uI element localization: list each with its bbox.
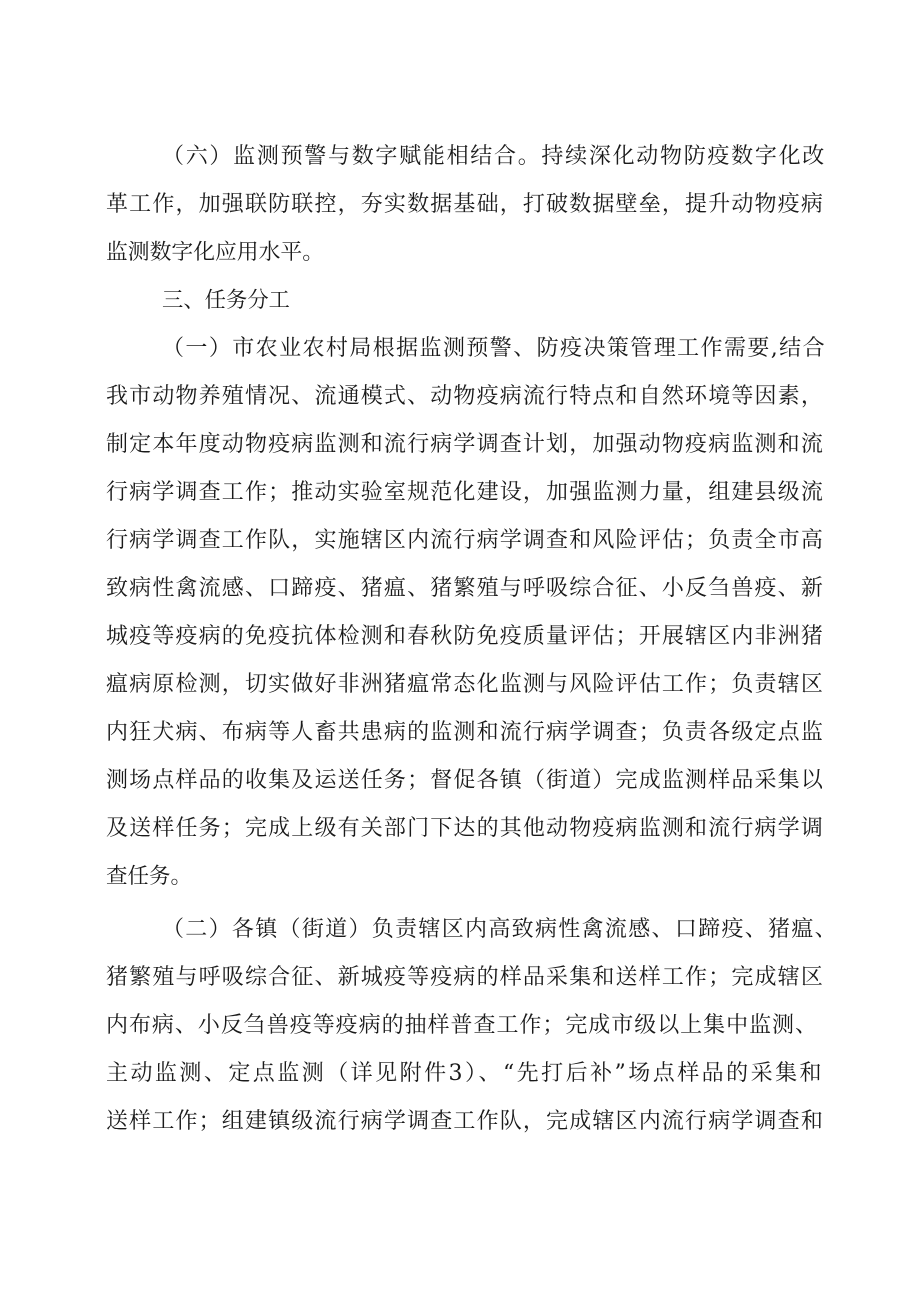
line-text: 制定本年度动物疫病监测和流行病学调查计划，加强动物疫病监测和流 (106, 432, 824, 457)
text-line (0, 910, 920, 950)
text-line (0, 521, 920, 561)
text-line (0, 137, 920, 177)
line-text: 内狂犬病、布病等人畜共患病的监测和流行病学调查；负责各级定点监 (106, 720, 824, 745)
text-line (0, 809, 920, 849)
text-line (0, 473, 920, 513)
line-text: 测场点样品的收集及运送任务；督促各镇（街道）完成监测样品采集以 (106, 768, 824, 793)
line-text: 行病学调查工作队，实施辖区内流行病学调查和风险评估；负责全市高 (106, 528, 824, 553)
text-line (0, 857, 920, 897)
line-text: 城疫等疫病的免疫抗体检测和春秋防免疫质量评估；开展辖区内非洲猪 (106, 624, 824, 649)
line-text: 行病学调查工作；推动实验室规范化建设，加强监测力量，组建县级流 (106, 480, 824, 505)
line-text: 猪繁殖与呼吸综合征、新城疫等疫病的样品采集和送样工作；完成辖区 (106, 965, 824, 990)
line-text: （六）监测预警与数字赋能相结合。持续深化动物防疫数字化改 (162, 144, 826, 169)
text-line (0, 569, 920, 609)
text-line (0, 761, 920, 801)
line-text: （二）各镇（街道）负责辖区内高致病性禽流感、口蹄疫、猪瘟、 (162, 917, 838, 942)
text-line (0, 329, 920, 369)
line-text: 内布病、小反刍兽疫等疫病的抽样普查工作；完成市级以上集中监测、 (106, 1013, 818, 1038)
section-heading (0, 281, 920, 321)
text-line (0, 185, 920, 225)
line-text: 及送样任务；完成上级有关部门下达的其他动物疫病监测和流行病学调 (106, 816, 824, 841)
line-text: 瘟病原检测，切实做好非洲猪瘟常态化监测与风险评估工作；负责辖区 (106, 672, 824, 697)
line-text: 我市动物养殖情况、流通模式、动物疫病流行特点和自然环境等因素， (106, 384, 824, 409)
line-text: 主动监测、定点监测（详见附件3）、“先打后补”场点样品的采集和 (106, 1061, 825, 1086)
text-line (0, 617, 920, 657)
line-text: 查任务。 (106, 864, 193, 889)
text-line (0, 377, 920, 417)
line-text: 三、任务分工 (162, 288, 290, 313)
line-text: （一）市农业农村局根据监测预警、防疫决策管理工作需要,结合 (162, 336, 827, 361)
text-line (0, 1102, 920, 1142)
text-line (0, 233, 920, 273)
line-text: 致病性禽流感、口蹄疫、猪瘟、猪繁殖与呼吸综合征、小反刍兽疫、新 (106, 576, 824, 601)
text-line (0, 665, 920, 705)
text-line (0, 958, 920, 998)
text-line (0, 1054, 920, 1094)
line-text: 革工作，加强联防联控，夯实数据基础，打破数据壁垒，提升动物疫病 (106, 192, 824, 217)
line-text: 监测数字化应用水平。 (106, 240, 324, 265)
text-line (0, 713, 920, 753)
text-line (0, 425, 920, 465)
line-text: 送样工作；组建镇级流行病学调查工作队，完成辖区内流行病学调查和 (106, 1109, 824, 1134)
text-line (0, 1006, 920, 1046)
